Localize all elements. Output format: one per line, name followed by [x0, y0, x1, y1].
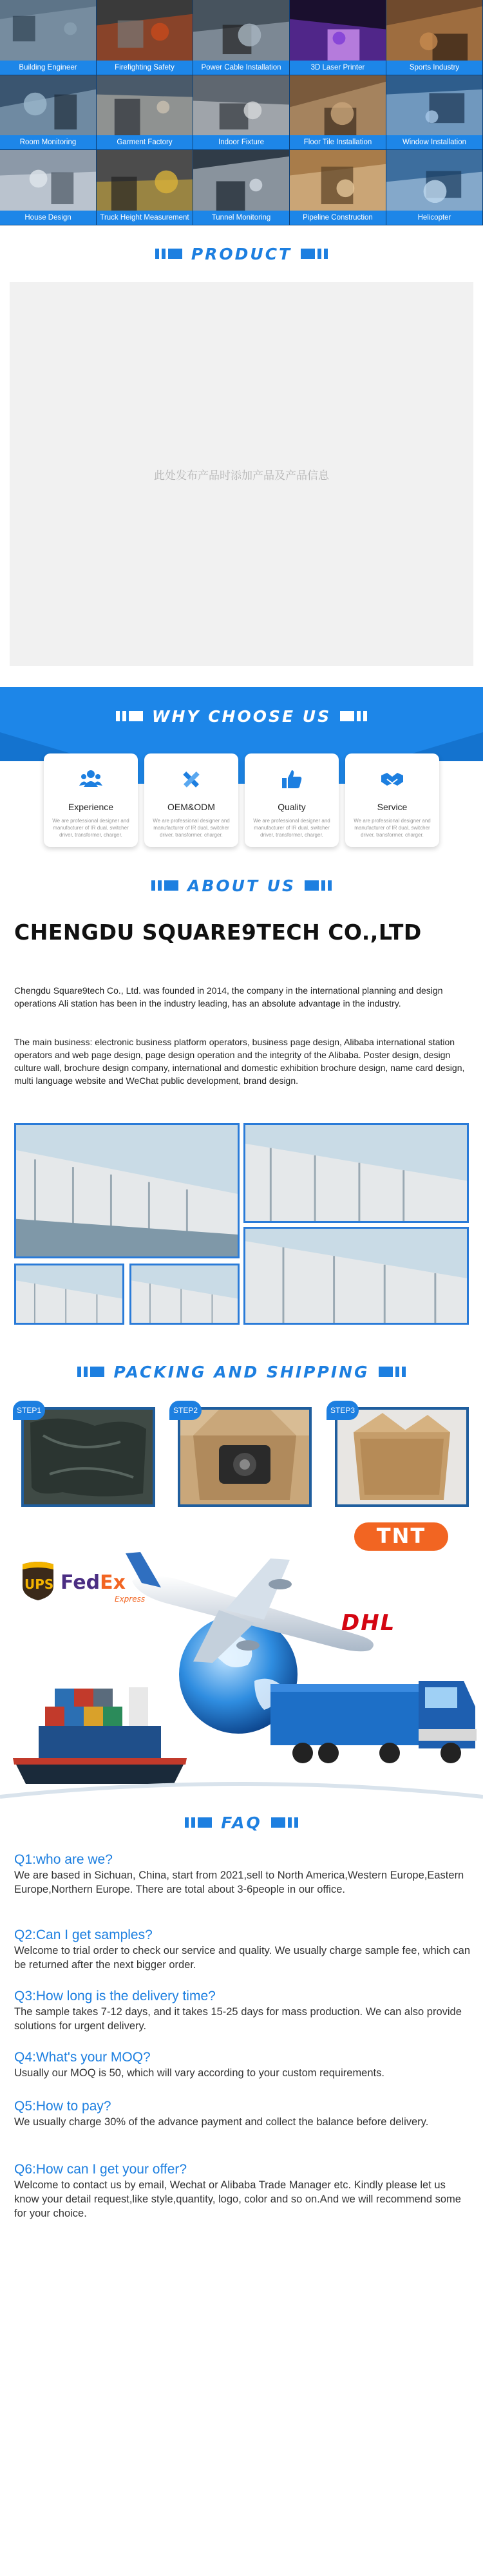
title-bars-left	[155, 249, 182, 259]
step-badge-2: STEP2	[169, 1401, 202, 1420]
shipping-scene	[0, 1513, 483, 1816]
fedex-fed-text: Fed	[61, 1571, 100, 1594]
faq-answer: We are based in Sichuan, China, start from 2021,sell to North America,Western Europe,Eastern Europe,Northern Europe. There are total about 3-6people in our office.	[14, 1870, 464, 1895]
application-caption: Indoor Fixture	[193, 135, 289, 149]
packing-step-2-photo	[178, 1407, 312, 1507]
faq-answer: Usually our MOQ is 50, which will vary according to your custom requirements.	[14, 2067, 384, 2079]
application-tile-monitor	[0, 75, 97, 151]
application-tile-fixture	[193, 75, 290, 151]
about-section-title	[0, 873, 483, 898]
why-cards	[44, 753, 439, 847]
application-caption: Truck Height Measurement	[97, 211, 193, 225]
application-tile-building	[0, 0, 97, 75]
why-card-desc: We are professional designer and manufacturer of IR dual, switcher driver, transformer, charger.	[52, 818, 129, 838]
application-tile-garment	[97, 75, 193, 151]
faq-question: Q4:What's your MOQ?	[14, 2050, 151, 2065]
product-title: PRODUCT	[191, 244, 292, 263]
about-photo-2	[243, 1123, 469, 1223]
faq-item-2	[14, 1927, 471, 1972]
application-tile-cable	[193, 0, 290, 75]
product-placeholder-box	[10, 282, 473, 666]
application-caption: Pipeline Construction	[290, 211, 386, 225]
why-section-title	[0, 703, 483, 729]
application-caption: 3D Laser Printer	[290, 61, 386, 75]
faq-item-3	[14, 1988, 471, 2033]
application-caption: Garment Factory	[97, 135, 193, 149]
cargo-ship	[13, 1687, 187, 1784]
application-tile-truck	[97, 150, 193, 225]
application-caption: Room Monitoring	[0, 135, 96, 149]
title-bars-left	[77, 1367, 104, 1377]
step-badge-1: STEP1	[13, 1401, 45, 1420]
airplane	[126, 1552, 374, 1663]
faq-answer: We usually charge 30% of the advance payment and collect the balance before delivery.	[14, 2116, 429, 2128]
faq-item-1	[14, 1852, 471, 1897]
faq-question: Q2:Can I get samples?	[14, 1927, 153, 1942]
why-card-name: OEM&ODM	[167, 802, 215, 812]
why-card-name: Experience	[68, 802, 114, 812]
application-caption: Window Installation	[386, 135, 482, 149]
pencil-ruler-icon	[178, 766, 204, 792]
about-photo-3	[243, 1227, 469, 1325]
thumbs-up-icon	[279, 766, 305, 792]
faq-question: Q6:How can I get your offer?	[14, 2162, 187, 2177]
faq-section-title	[0, 1810, 483, 1835]
about-paragraph-2: The main business: electronic business platform operators, business page design, Alibaba international station operators and web page design, page design operation and the integrity of the Alibaba. Poster design, design culture wall, brochure design company, international and domestic exhibition brochure design, name card design, multi language website and WeChat public development, brand design.	[14, 1037, 465, 1086]
fedex-express-text: Express	[115, 1595, 146, 1604]
faq-question: Q1:who are we?	[14, 1852, 113, 1867]
fedex-ex-text: Ex	[100, 1571, 126, 1594]
company-name: CHENGDU SQUARE9TECH CO.,LTD	[14, 920, 422, 945]
about-title: ABOUT US	[187, 876, 296, 895]
why-title: WHY CHOOSE US	[151, 706, 332, 726]
why-card-experience	[44, 753, 138, 847]
faq-question: Q3:How long is the delivery time?	[14, 1989, 216, 2003]
application-caption: House Design	[0, 211, 96, 225]
application-caption: Firefighting Safety	[97, 61, 193, 75]
dhl-logo-text: DHL	[341, 1610, 396, 1636]
faq-answer: Welcome to contact us by email, Wechat or Alibaba Trade Manager etc. Kindly please let us know your detail request,like style,quantity, logo, color and so on.And we will recommend some for your choice.	[14, 2179, 461, 2219]
truck	[270, 1681, 477, 1763]
why-card-desc: We are professional designer and manufacturer of IR dual, switcher driver, transformer, charger.	[253, 818, 330, 838]
application-tile-pipeline	[290, 150, 386, 225]
why-card-desc: We are professional designer and manufacturer of IR dual, switcher driver, transformer, charger.	[153, 818, 230, 838]
handshake-icon	[379, 766, 405, 792]
people-icon	[78, 766, 104, 792]
application-caption: Building Engineer	[0, 61, 96, 75]
title-bars-left	[116, 711, 143, 721]
why-card-desc: We are professional designer and manufacturer of IR dual, switcher driver, transformer, charger.	[354, 818, 431, 838]
application-tile-house	[0, 150, 97, 225]
why-card-service	[345, 753, 439, 847]
application-caption: Floor Tile Installation	[290, 135, 386, 149]
title-bars-right	[271, 1817, 298, 1828]
shipping-illustration	[0, 1513, 483, 1816]
about-photo-4	[14, 1264, 124, 1325]
packing-step-3-photo	[335, 1407, 469, 1507]
faq-item-6	[14, 2161, 471, 2221]
application-caption: Sports Industry	[386, 61, 482, 75]
about-photo-1	[14, 1123, 240, 1258]
why-card-oem	[144, 753, 238, 847]
why-card-name: Service	[377, 802, 408, 812]
ups-logo-text: UPS	[24, 1577, 54, 1592]
title-bars-right	[340, 711, 367, 721]
application-caption: Helicopter	[386, 211, 482, 225]
title-bars-left	[151, 880, 178, 891]
application-grid	[0, 0, 483, 225]
step-badge-3: STEP3	[327, 1401, 359, 1420]
about-photo-5	[129, 1264, 240, 1325]
product-placeholder-text: 此处发布产品时添加产品及产品信息	[154, 469, 329, 482]
why-card-quality	[245, 753, 339, 847]
application-tile-helicopter	[386, 150, 483, 225]
application-tile-sports	[386, 0, 483, 75]
application-tile-tile	[290, 75, 386, 151]
about-paragraph-1: Chengdu Square9tech Co., Ltd. was founded in 2014, the company in the international planning and design operations Ali station has been in the industry leading, has an absolute advantage in the industry.	[14, 985, 443, 1009]
application-tile-window	[386, 75, 483, 151]
faq-item-4	[14, 2049, 471, 2080]
faq-answer: The sample takes 7-12 days, and it takes 15-25 days for mass production. We can also provide solutions for urgent delivery.	[14, 2006, 462, 2032]
title-bars-right	[305, 880, 332, 891]
title-bars-right	[301, 249, 328, 259]
title-bars-right	[379, 1367, 406, 1377]
why-card-name: Quality	[278, 802, 306, 812]
application-caption: Power Cable Installation	[193, 61, 289, 75]
faq-item-5	[14, 2098, 471, 2129]
application-tile-laser	[290, 0, 386, 75]
tnt-logo-text: TNT	[376, 1524, 426, 1548]
application-tile-tunnel	[193, 150, 290, 225]
faq-title: FAQ	[221, 1813, 262, 1832]
product-section-title	[0, 241, 483, 267]
faq-answer: Welcome to trial order to check our service and quality. We usually charge sample fee, which can be returned after the next bigger order.	[14, 1945, 471, 1971]
fedex-logo	[61, 1571, 126, 1594]
application-tile-fire	[97, 0, 193, 75]
packing-step-1-photo	[21, 1407, 155, 1507]
faq-question: Q5:How to pay?	[14, 2099, 111, 2114]
title-bars-left	[185, 1817, 212, 1828]
application-caption: Tunnel Monitoring	[193, 211, 289, 225]
packing-title: PACKING AND SHIPPING	[113, 1362, 370, 1381]
packing-section-title	[0, 1359, 483, 1385]
